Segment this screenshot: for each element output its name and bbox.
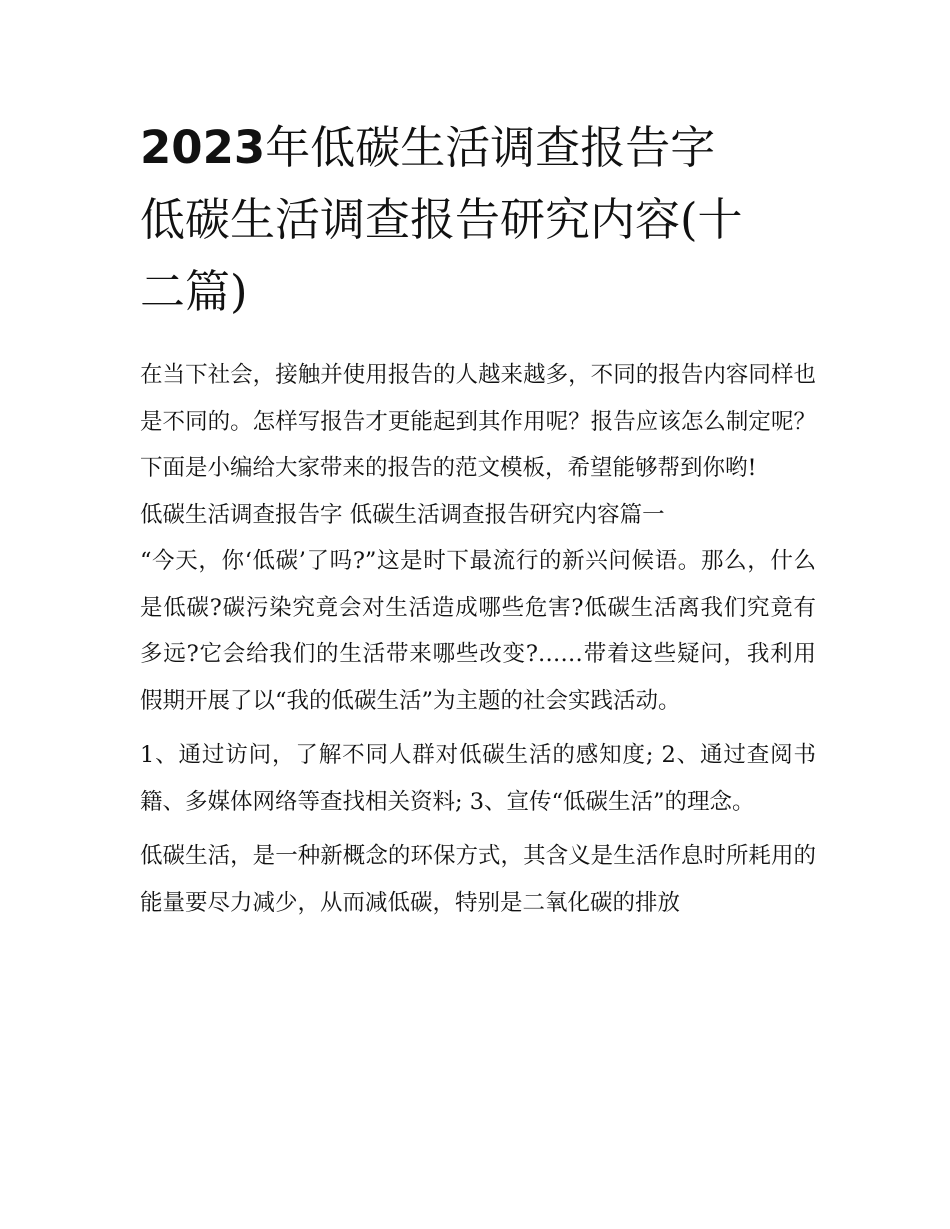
body-paragraph-list: 1、通过访问，了解不同人群对低碳生活的感知度; 2、通过查阅书籍、多媒体网络等查找相关资料; 3、宣传“低碳生活”的理念。: [140, 742, 816, 815]
document-content: [140, 112, 816, 926]
title-line-2: 低碳生活调查报告研究内容(十: [140, 193, 743, 246]
section-heading: 低碳生活调查报告字 低碳生活调查报告研究内容篇一: [140, 501, 665, 528]
intro-paragraph: 在当下社会，接触并使用报告的人越来越多，不同的报告内容同样也是不同的。怎样写报告才更能起到其作用呢？报告应该怎么制定呢？下面是小编给大家带来的报告的范文模板，希望能够帮到你哟!: [140, 362, 816, 481]
title-line-1: [140, 112, 816, 184]
document-body: [140, 352, 816, 926]
title-line-1-text: 年低碳生活调查报告字: [265, 121, 716, 174]
body-paragraph: 低碳生活，是一种新概念的环保方式，其含义是生活作息时所耗用的能量要尽力减少，从而减低碳，特别是二氧化碳的排放: [140, 843, 816, 916]
title-line-3: 二篇): [140, 265, 248, 318]
body-paragraph: “今天，你‘低碳’了吗?”这是时下最流行的新兴问候语。那么，什么是低碳?碳污染究竟会对生活造成哪些危害?低碳生活离我们究竟有多远?它会给我们的生活带来哪些改变?……带着这些疑问，我利用假期开展了以“我的低碳生活”为主题的社会实践活动。: [140, 548, 816, 714]
document-title: [140, 112, 816, 328]
title-year: 2023: [140, 121, 266, 174]
